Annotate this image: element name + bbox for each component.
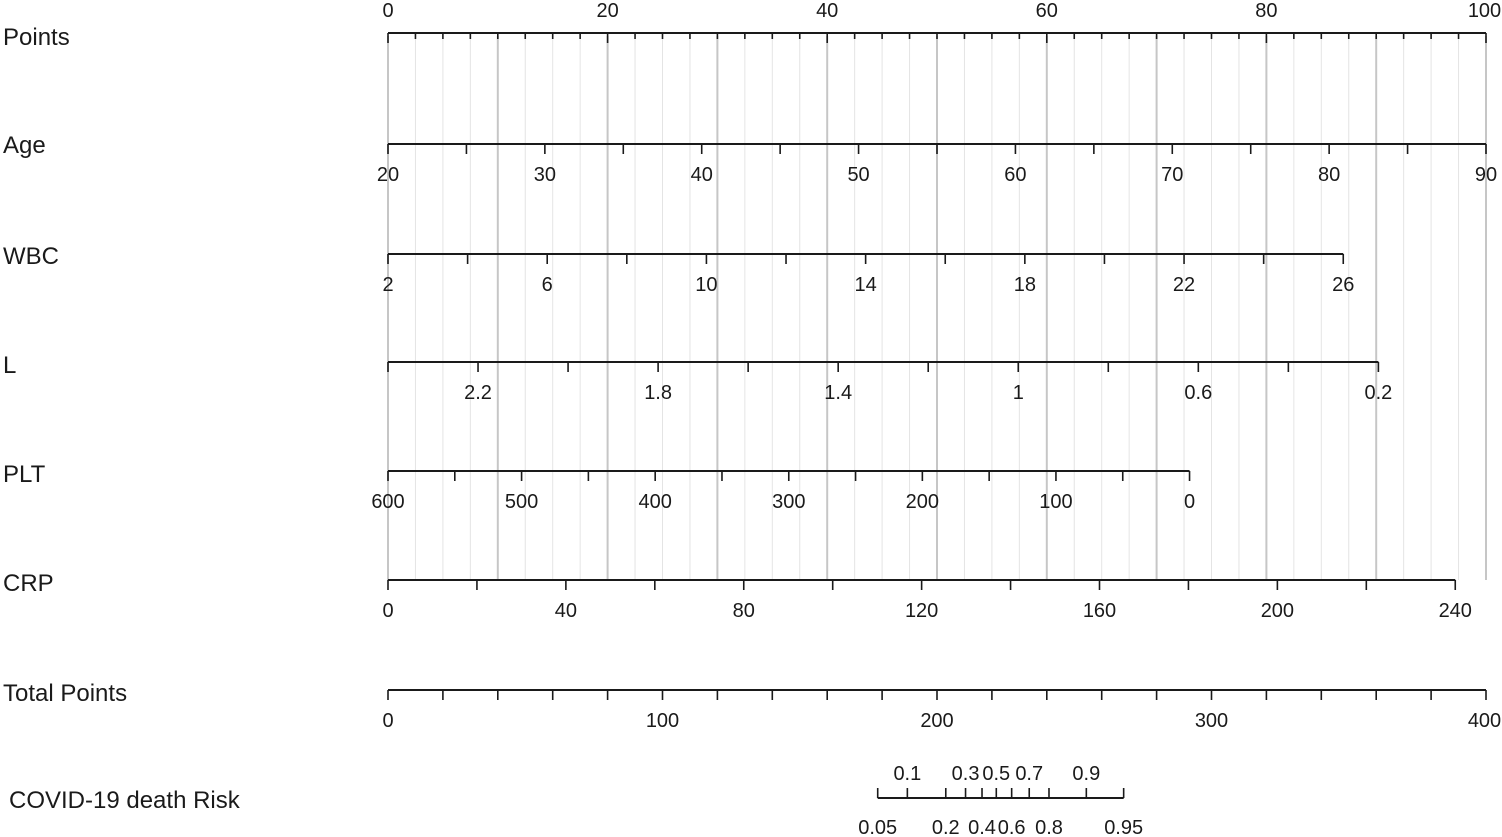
l-tick-label: 0.6	[1184, 382, 1213, 404]
wbc-axis-label: WBC	[3, 243, 59, 270]
plt-axis-label: PLT	[3, 461, 46, 488]
covid-19-death-risk-tick-label: 0.8	[1035, 817, 1063, 837]
points-tick-label: 100	[1467, 0, 1502, 22]
plt-tick-label: 100	[1039, 491, 1073, 513]
points-axis-label: Points	[3, 24, 70, 51]
wbc-tick-label: 14	[854, 274, 877, 296]
points-tick-label: 0	[382, 0, 394, 22]
total-points-tick-label: 200	[920, 710, 954, 732]
points-tick-label: 40	[816, 0, 839, 22]
total-points-tick-label: 400	[1467, 710, 1502, 732]
l-tick-label: 1.4	[824, 382, 853, 404]
covid-19-death-risk-tick-label: 0.9	[1072, 763, 1101, 785]
plt-tick-label: 0	[1183, 491, 1196, 513]
wbc-tick-label: 6	[541, 274, 553, 296]
crp-axis-label: CRP	[3, 570, 54, 597]
l-tick-label: 0.2	[1364, 382, 1393, 404]
covid-19-death-risk-tick-label: 0.3	[951, 763, 980, 785]
age-tick-label: 40	[690, 164, 713, 186]
crp-tick-label: 240	[1438, 600, 1472, 622]
plt-tick-label: 600	[371, 491, 405, 513]
covid-19-death-risk-tick-label: 0.5	[982, 763, 1011, 785]
age-tick-label: 90	[1474, 164, 1498, 186]
wbc-tick-label: 18	[1013, 274, 1036, 296]
age-tick-label: 30	[533, 164, 556, 186]
plt-tick-label: 300	[772, 491, 806, 513]
total-points-tick-label: 100	[645, 710, 680, 732]
l-tick-label: 1.8	[644, 382, 673, 404]
l-tick-label: 1	[1012, 382, 1024, 404]
wbc-tick-label: 10	[695, 274, 718, 296]
crp-tick-label: 120	[904, 600, 939, 622]
age-tick-label: 20	[376, 164, 400, 186]
age-tick-label: 80	[1318, 164, 1341, 186]
age-tick-label: 70	[1161, 164, 1184, 186]
points-tick-label: 20	[596, 0, 619, 22]
wbc-tick-label: 26	[1332, 274, 1355, 296]
age-tick-label: 60	[1004, 164, 1027, 186]
l-tick-label: 2.2	[464, 382, 492, 404]
points-tick-label: 80	[1255, 0, 1278, 22]
covid-19-death-risk-tick-label: 0.2	[931, 817, 960, 837]
total-points-tick-label: 300	[1194, 710, 1229, 732]
age-tick-label: 50	[847, 164, 870, 186]
covid-19-death-risk-tick-label: 0.1	[893, 763, 922, 785]
crp-tick-label: 80	[732, 600, 755, 622]
crp-tick-label: 40	[554, 600, 578, 622]
crp-tick-label: 0	[382, 600, 394, 622]
crp-tick-label: 160	[1082, 600, 1117, 622]
l-axis-label: L	[3, 352, 17, 379]
wbc-tick-label: 22	[1172, 274, 1196, 296]
covid-19-death-risk-axis-label: COVID-19 death Risk	[9, 787, 240, 814]
wbc-tick-label: 2	[382, 274, 394, 296]
points-tick-label: 60	[1035, 0, 1058, 22]
plt-tick-label: 500	[504, 491, 539, 513]
covid-19-death-risk-tick-label: 0.6	[997, 817, 1026, 837]
crp-tick-label: 200	[1260, 600, 1295, 622]
total-points-axis-label: Total Points	[3, 680, 128, 707]
covid-19-death-risk-tick-label: 0.7	[1015, 763, 1044, 785]
covid-19-death-risk-tick-label: 0.05	[858, 817, 898, 837]
age-axis-label: Age	[3, 132, 46, 159]
total-points-tick-label: 0	[382, 710, 394, 732]
covid-19-death-risk-tick-label: 0.95	[1104, 817, 1144, 837]
plt-tick-label: 400	[638, 491, 672, 513]
plt-tick-label: 200	[905, 491, 940, 513]
covid-19-death-risk-tick-label: 0.4	[968, 817, 996, 837]
